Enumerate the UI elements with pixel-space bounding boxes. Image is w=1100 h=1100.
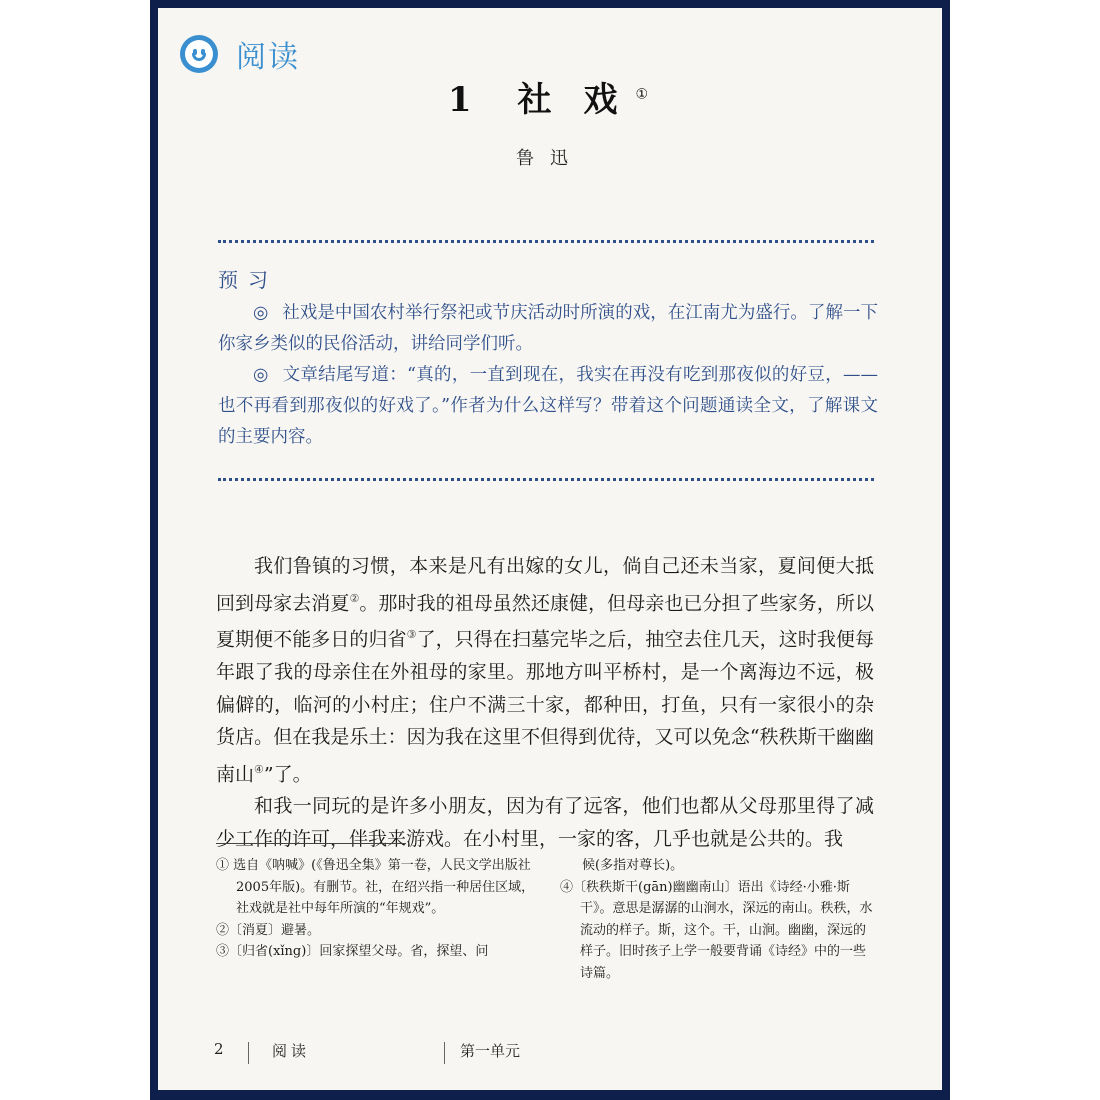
title-footnote-marker[interactable]: ① bbox=[635, 86, 653, 103]
footnote-marker[interactable]: ③ bbox=[406, 628, 417, 642]
footnotes-left bbox=[216, 855, 536, 963]
smiley-icon bbox=[180, 35, 218, 73]
author-name: 鲁迅 bbox=[516, 148, 584, 169]
footnote-rule bbox=[216, 843, 406, 844]
footnote: ④〔秩秩斯干(gān)幽幽南山〕语出《诗经·小雅·斯干》。意思是潺潺的山涧水，深远的南山。秩秩，水流动的样子。斯，这个。干，山涧。幽幽，深远的样子。旧时孩子上学一般要背诵《诗经》中的一些诗篇。 bbox=[560, 879, 873, 981]
main-text bbox=[216, 550, 874, 855]
dotted-divider bbox=[218, 478, 874, 481]
paragraph: 我们鲁镇的习惯，本来是凡有出嫁的女儿，倘自己还未当家，夏间便大抵回到母家去消夏②。那时我的祖母虽然还康健，但母亲也已分担了些家务，所以夏期便不能多日的归省③了，只得在扫墓完毕之后，抽空去住几天，这时我便每年跟了我的母亲住在外祖母的家里。那地方叫平桥村，是一个离海边不远，极偏僻的，临河的小村庄；住户不满三十家，都种田，打鱼，只有一家很小的杂货店。但在我是乐土：因为我在这里不但得到优待，又可以免念“秩秩斯干幽幽南山④”了。 bbox=[216, 555, 874, 785]
preview-section bbox=[218, 298, 878, 453]
preview-item-text: 社戏是中国农村举行祭祀或节庆活动时所演的戏，在江南尤为盛行。了解一下你家乡类似的民俗活动，讲给同学们听。 bbox=[218, 303, 878, 354]
footnote: ① 选自《呐喊》(《鲁迅全集》第一卷，人民文学出版社2005年版)。有删节。社，在绍兴指一种居住区域，社戏就是社中每年所演的“年规戏”。 bbox=[216, 858, 535, 916]
circle-mark-icon: ◎ bbox=[253, 365, 269, 385]
lesson-title-char: 社 bbox=[517, 80, 556, 120]
footnote-marker[interactable]: ④ bbox=[254, 762, 264, 776]
section-label: 阅读 bbox=[236, 40, 300, 75]
dotted-divider bbox=[218, 240, 874, 243]
lesson-number: 1 bbox=[447, 80, 476, 120]
lesson-title bbox=[0, 72, 1100, 121]
preview-item bbox=[218, 360, 878, 453]
preview-heading: 预习 bbox=[218, 268, 278, 292]
footer-section: 阅读 bbox=[272, 1042, 311, 1060]
section-header bbox=[180, 32, 300, 76]
footnote: ②〔消夏〕避暑。 bbox=[216, 922, 321, 938]
footnote-continued: 候(多指对尊长)。 bbox=[582, 858, 684, 873]
preview-item-text: 文章结尾写道：“真的，一直到现在，我实在再没有吃到那夜似的好豆，——也不再看到那夜似的好戏了。”作者为什么这样写？带着这个问题通读全文，了解课文的主要内容。 bbox=[218, 365, 878, 447]
footnote: ③〔归省(xǐng)〕回家探望父母。省，探望、问 bbox=[216, 944, 489, 959]
paragraph: 和我一同玩的是许多小朋友，因为有了远客，他们也都从父母那里得了减少工作的许可，伴我来游戏。在小村里，一家的客，几乎也就是公共的。我 bbox=[216, 795, 874, 850]
footnotes-right bbox=[560, 855, 878, 984]
footer-divider bbox=[248, 1042, 249, 1064]
footer-divider bbox=[444, 1042, 445, 1064]
circle-mark-icon: ◎ bbox=[253, 303, 269, 323]
footer-unit: 第一单元 bbox=[460, 1042, 521, 1060]
lesson-title-char: 戏 bbox=[583, 80, 622, 120]
page-number: 2 bbox=[214, 1040, 224, 1058]
preview-item bbox=[218, 298, 878, 360]
footnote-marker[interactable]: ② bbox=[349, 591, 360, 605]
